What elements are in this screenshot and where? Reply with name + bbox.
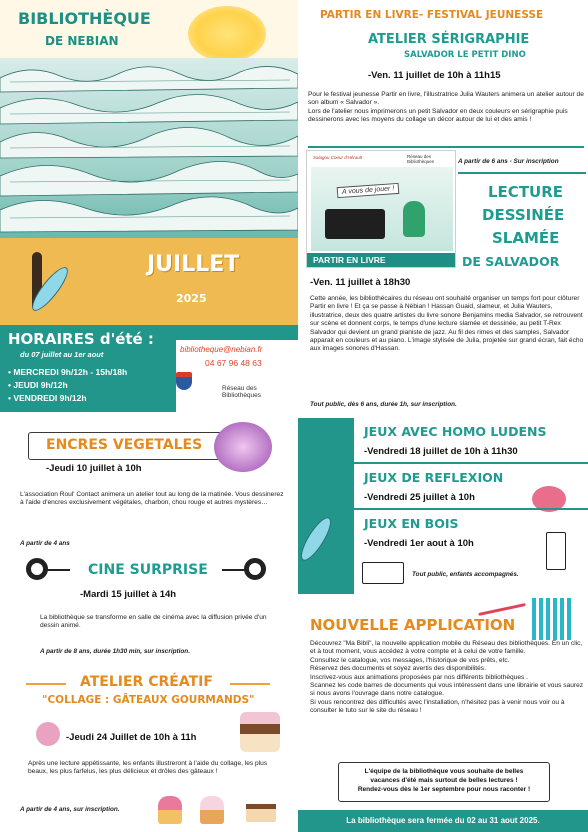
jeux-1-title: JEUX AVEC HOMO LUDENS: [364, 424, 547, 439]
atelier-subtitle: "COLLAGE : GÂTEAUX GOURMANDS": [42, 694, 255, 706]
jeux-1-date: -Vendredi 18 juillet de 10h à 11h30: [364, 446, 518, 457]
jeux-panel: [298, 414, 588, 594]
poster-banner: A vous de jouer !: [337, 183, 400, 198]
film-strip-left: [46, 569, 70, 571]
book-waves-illustration: [0, 58, 298, 250]
encres-text: L'association Roul' Contact animera un atelier tout au long de la matinée. Vous dessinerez à l'aide d'encres exclusivement végétales, charbon, chou rouge et autres mystères…: [20, 491, 284, 507]
closure-text: La bibliothèque sera fermée du 02 au 31 aout 2025.: [346, 816, 540, 825]
year-label: 2025: [176, 292, 207, 305]
lecture-title-2: DESSINÉE: [482, 206, 565, 224]
waves-svg: [0, 58, 298, 250]
cabbage-icon: [214, 422, 272, 472]
cupcake-icon: [158, 796, 182, 824]
month-title: JUILLET: [147, 252, 240, 277]
film-reel-left-icon: [26, 558, 48, 580]
poster-logo-left: Salagou Coeur d'Hérault: [313, 155, 363, 160]
arrow-right: [230, 683, 270, 685]
app-text: Découvrez "Ma Bibli", la nouvelle application mobile du Réseau des bibliothèques. En un clic, et à tout moment, vous accédez à votre compte et à celui de votre famille. Consultez le catalogue, vos messages, l'historique de vos prêts, etc. Réservez des documents et soyez avertis des disponibilités. Inscrivez-vous aux animations proposées par nos différents bibliothèques . Scannez les code barres de documents qui vous intéressent dans une librairie et vous saurez si nous avons l'ouvrage dans notre catalogue. Si vous rencontrez des difficultés avec l'installation, n'hésitez pas à venir nous voir ou à consulter le tuto sur le site du réseau !: [310, 640, 584, 715]
jeux-divider: [354, 508, 588, 510]
jeux-divider: [354, 462, 588, 464]
arrow-to-qr-icon: [478, 603, 526, 616]
events-left-panel: [0, 412, 298, 832]
jeux-2-date: -Vendredi 25 juillet à 10h: [364, 492, 475, 503]
festival-panel: [298, 0, 588, 414]
hours-title: HORAIRES d'été :: [8, 330, 154, 348]
lecture-audience: Tout public, dès 6 ans, durée 1h, sur inscription.: [310, 401, 457, 408]
hours-list: [8, 366, 127, 405]
hours-item: • MERCREDI 9h/12h - 15h/18h: [8, 367, 128, 377]
wish-banner: L'équipe de la bibliothèque vous souhaite de belles vacances d'été mais surtout de belles lectures ! Rendez-vous dès le 1er septembre pour nous raconter !: [338, 762, 550, 802]
arrow-left: [26, 683, 66, 685]
poster-logo-right: Réseau des Bibliothèques: [407, 154, 435, 164]
cine-age: A partir de 8 ans, durée 1h30 min, sur inscription.: [40, 648, 190, 655]
jeux-left-strip: [298, 418, 354, 594]
lecture-text: Cette année, les bibliothécaires du réseau ont souhaité organiser un temps fort pour clôturer Partir en livre ! Et ça se passe à Nébian ! Hassan Guaid, slameur, et Julia Wauters, illustratrice, deux des quatre artistes du livre sonore Benjamins media Salvador, se retrouvent sur scène et donnent corps, le temps d'une lecture slamée et dessinée, au petit T-Rex Salvador qui devient un grand pianiste de jazz. Au fil des rimes et des samples, Salvador apparait en couleurs et au piano. L'image stylisée de Julia, projetée sur grand écran, fait écho aux images sonores d'Hassan.: [310, 295, 584, 353]
atelier-serigraphie-title: ATELIER SÉRIGRAPHIE: [368, 32, 530, 47]
lecture-title-4: DE SALVADOR: [462, 254, 560, 269]
atelier-age: A partir de 4 ans, sur inscription.: [20, 806, 120, 813]
hours-item: • VENDREDI 9h/12h: [8, 393, 87, 403]
jeux-3-title: JEUX EN BOIS: [364, 516, 459, 531]
atelier-text: Après une lecture appétissante, les enfants illustreront à l'aide du collage, les plus beaux, les plus farfelus, les plus délicieux et drôles des gâteaux !: [28, 760, 268, 776]
atelier-date: -Jeudi 24 Juillet de 10h à 11h: [66, 732, 197, 743]
hours-item: • JEUDI 9h/12h: [8, 380, 68, 390]
film-reel-right-icon: [244, 558, 266, 580]
cupcake-icon: [200, 796, 224, 824]
partir-en-livre-poster: [306, 150, 456, 268]
atelier-title: ATELIER CRÉATIF: [80, 674, 213, 690]
qr-code-icon[interactable]: [532, 598, 574, 640]
serigraphie-date: -Ven. 11 juillet de 10h à 11h15: [368, 70, 501, 81]
encres-age: A partir de 4 ans: [20, 540, 70, 547]
divider: [458, 172, 586, 174]
serigraphie-text: Pour le festival jeunesse Partir en livre, l'illustratrice Julia Wauters animera un atelier autour de son album « Salvador ». Lors de l'atelier nous imprimerons un petit Salvador en deux couleurs en sérigraphie puis dessinerons avec les moyens du collage un décor autour de lui et des amis !: [308, 91, 584, 124]
app-panel: [298, 594, 588, 832]
dinosaur-icon: [403, 201, 425, 237]
lecture-title-3: SLAMÉE: [492, 229, 560, 247]
phone-number: 04 67 96 48 63: [205, 358, 262, 368]
lecture-date: -Ven. 11 juillet à 18h30: [310, 277, 411, 288]
cover-panel: [0, 0, 298, 412]
app-title: NOUVELLE APPLICATION: [310, 616, 516, 634]
nebian-crest-icon: [176, 372, 192, 390]
closure-footer: [298, 810, 588, 832]
divider: [308, 146, 584, 148]
domino-icon: [546, 532, 566, 570]
cake-slice-icon: [246, 798, 276, 822]
atelier-serigraphie-subtitle: SALVADOR LE PETIT DINO: [404, 50, 526, 60]
sun: [188, 6, 266, 62]
encres-date: -Jeudi 10 juillet à 10h: [46, 463, 142, 474]
cake-pops-icon: [36, 722, 60, 746]
domino-horizontal-icon: [362, 562, 404, 584]
film-strip-right: [222, 569, 246, 571]
library-location: DE NEBIAN: [45, 34, 119, 48]
piano-icon: [325, 209, 385, 239]
cine-title: CINE SURPRISE: [88, 562, 208, 578]
cine-date: -Mardi 15 juillet à 14h: [80, 589, 177, 600]
lecture-title-1: LECTURE: [488, 183, 564, 201]
network-logo: Réseau des Bibliothèques: [222, 385, 262, 399]
hours-range: du 07 juillet au 1er aout: [20, 350, 104, 359]
serigraphie-age: A partir de 6 ans - Sur inscription: [458, 158, 559, 165]
library-title: BIBLIOTHÈQUE: [18, 9, 151, 28]
layer-cake-icon: [240, 712, 280, 752]
email-link[interactable]: bibliotheque@nebian.fr: [180, 345, 263, 354]
jeux-2-title: JEUX DE REFLEXION: [364, 470, 504, 485]
cine-text: La bibliothèque se transforme en salle de cinéma avec la diffusion privée d'un dessin animé.: [40, 614, 267, 630]
jeux-3-date: -Vendredi 1er aout à 10h: [364, 538, 474, 549]
jeux-audience: Tout public, enfants accompagnés.: [412, 571, 519, 578]
festival-header: PARTIR EN LIVRE- FESTIVAL JEUNESSE: [320, 9, 544, 21]
encres-title: ENCRES VEGETALES: [46, 437, 203, 453]
poster-footer: PARTIR EN LIVRE: [307, 253, 455, 267]
